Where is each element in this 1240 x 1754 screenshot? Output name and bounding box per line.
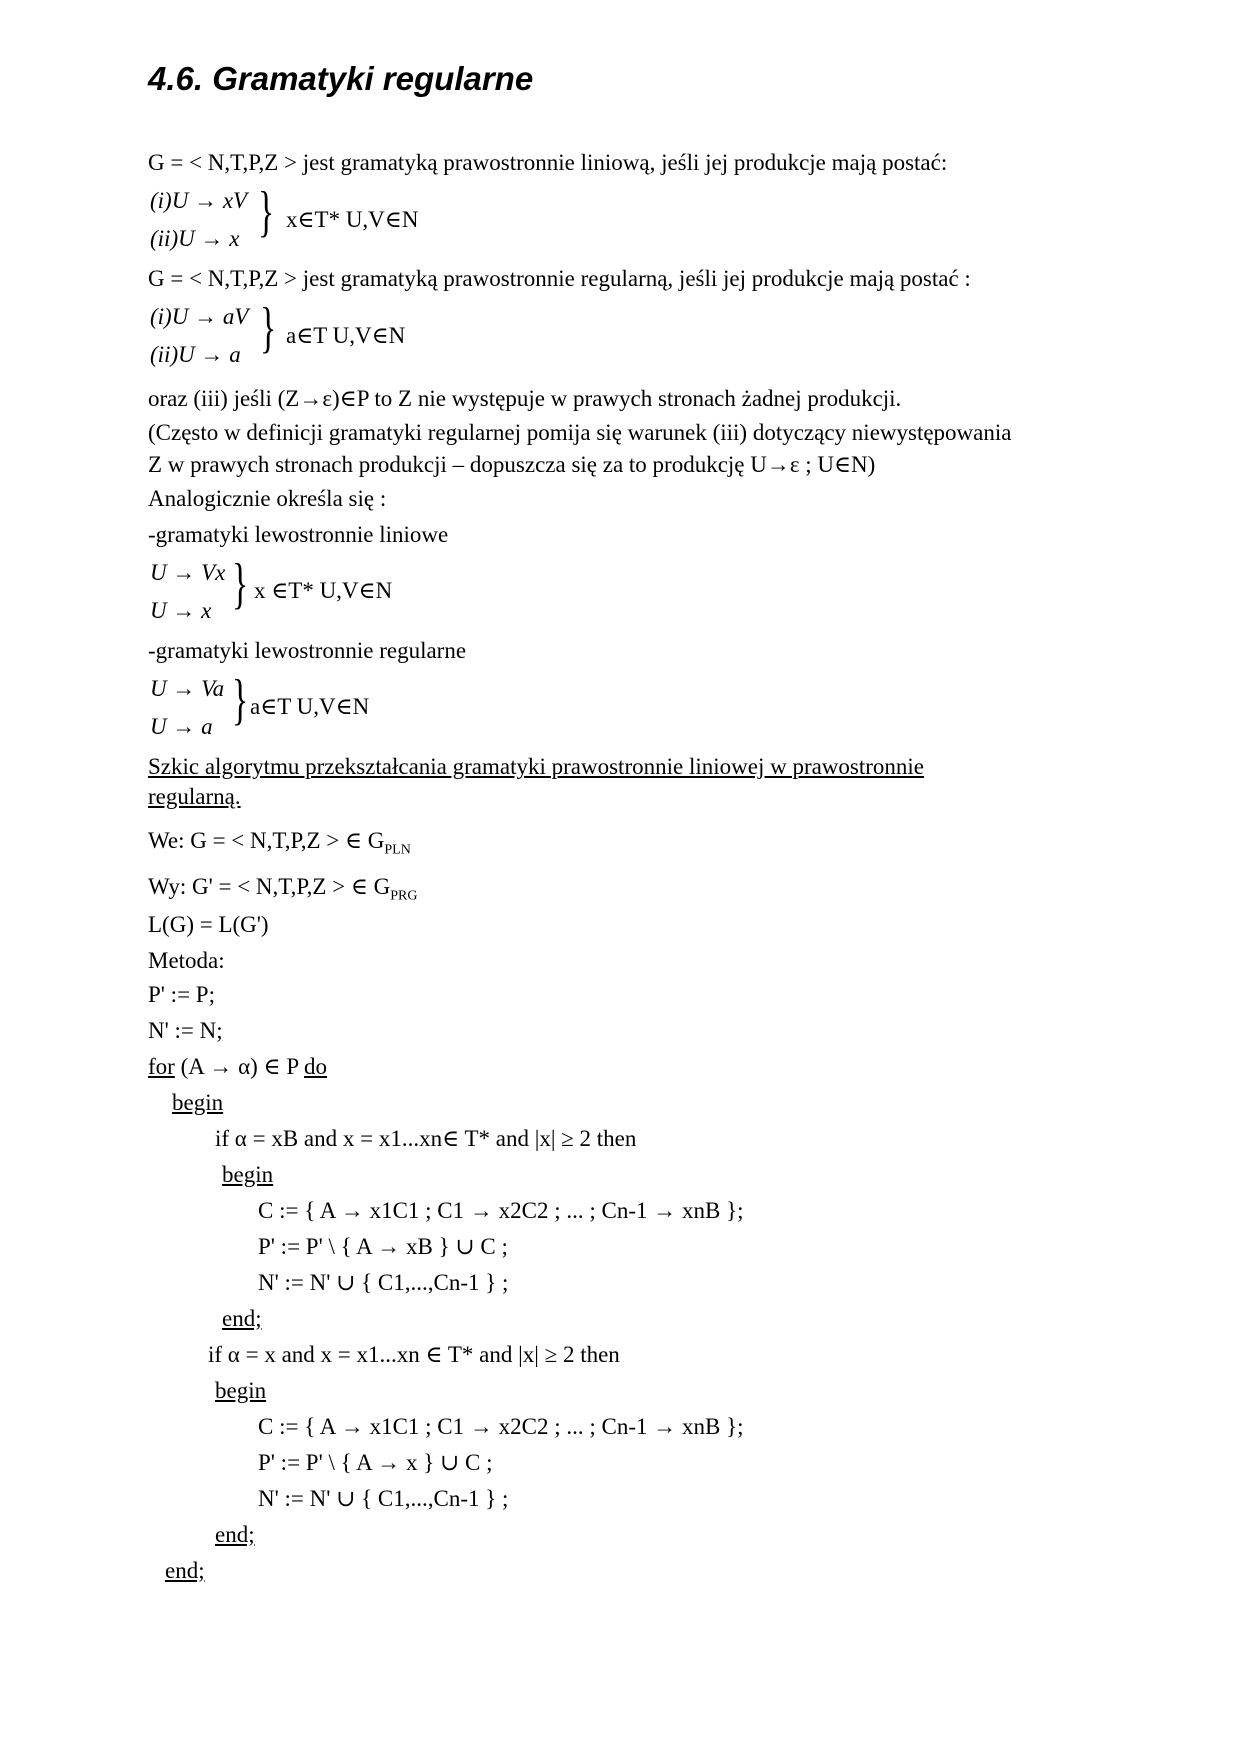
code-keyword: begin <box>215 1378 267 1403</box>
for-loop-line: for (A → α) ∈ P do <box>148 1054 328 1079</box>
production-rule: U → Vx <box>150 560 226 585</box>
brace-glyph: } <box>232 553 249 615</box>
page-title: 4.6. Gramatyki regularne <box>148 60 534 97</box>
code-line: C := { A → x1C1 ; C1 → x2C2 ; ... ; Cn-1 → xnB }; <box>258 1414 744 1439</box>
production-condition: a∈T U,V∈N <box>250 694 370 719</box>
input-line: We: G = < N,T,P,Z > ∈ $G_{PLN}$ <box>148 828 411 858</box>
algorithm-heading: Szkic algorytmu przekształcania gramatyki prawostronnie liniowej w prawostronnie <box>148 754 925 779</box>
section-heading: -gramatyki lewostronnie regularne <box>148 638 467 663</box>
code-line: if α = xB and x = x1...xn∈ T* and |x| ≥ 2 then <box>215 1126 637 1151</box>
production-condition: a∈T U,V∈N <box>286 323 406 348</box>
code-keyword: end; <box>222 1306 262 1331</box>
production-rule: U → x <box>150 598 212 623</box>
production-rule: (i)U → aV <box>150 304 249 329</box>
production-condition: x ∈T* U,V∈N <box>254 578 393 603</box>
production-rule: U → Va <box>150 676 225 701</box>
code-keyword: begin <box>222 1162 274 1187</box>
code-line: N' := N' ∪ { C1,...,Cn-1 } ; <box>258 1486 509 1511</box>
production-rule: U → a <box>150 714 213 739</box>
production-condition: x∈T* U,V∈N <box>286 207 419 232</box>
code-line: N' := N; <box>148 1018 223 1043</box>
code-line: if α = x and x = x1...xn ∈ T* and |x| ≥ 2 then <box>208 1342 620 1367</box>
definition-right-linear: G = < N,T,P,Z > jest gramatyką prawostronnie liniową, jeśli jej produkcje mają postać: <box>148 150 948 175</box>
brace-glyph: } <box>258 181 275 243</box>
code-keyword: end; <box>165 1558 205 1583</box>
section-heading: -gramatyki lewostronnie liniowe <box>148 522 449 547</box>
brace-glyph: } <box>232 669 249 731</box>
paragraph-line: Z w prawych stronach produkcji – dopuszcza się za to produkcję U→ε ; U∈N) <box>148 452 876 477</box>
code-line: P' := P; <box>148 982 215 1007</box>
definition-right-regular: G = < N,T,P,Z > jest gramatyką prawostronnie regularną, jeśli jej produkcje mają postać : <box>148 266 971 291</box>
code-keyword: begin <box>172 1090 224 1115</box>
brace-glyph: } <box>260 297 277 359</box>
code-line: Metoda: <box>148 948 225 973</box>
production-rule: (ii)U → x <box>150 226 240 251</box>
output-line: Wy: G' = < N,T,P,Z > ∈ $G_{PRG}$ <box>148 874 418 904</box>
paragraph-line: Analogicznie określa się : <box>148 486 387 511</box>
code-line: P' := P' \ { A → x } ∪ C ; <box>258 1450 493 1475</box>
paragraph-line: oraz (iii) jeśli (Z→ε)∈P to Z nie występuje w prawych stronach żadnej produkcji. <box>148 386 902 411</box>
algorithm-heading: regularną. <box>148 784 241 809</box>
code-line: N' := N' ∪ { C1,...,Cn-1 } ; <box>258 1270 509 1295</box>
paragraph-line: (Często w definicji gramatyki regularnej pomija się warunek (iii) dotyczący niewystępowania <box>148 420 1012 445</box>
code-line: P' := P' \ { A → xB } ∪ C ; <box>258 1234 508 1259</box>
production-rule: (i)U → xV <box>150 188 248 213</box>
code-line: L(G) = L(G') <box>148 912 269 937</box>
production-rule: (ii)U → a <box>150 342 241 367</box>
code-line: C := { A → x1C1 ; C1 → x2C2 ; ... ; Cn-1 → xnB }; <box>258 1198 744 1223</box>
code-keyword: end; <box>215 1522 255 1547</box>
